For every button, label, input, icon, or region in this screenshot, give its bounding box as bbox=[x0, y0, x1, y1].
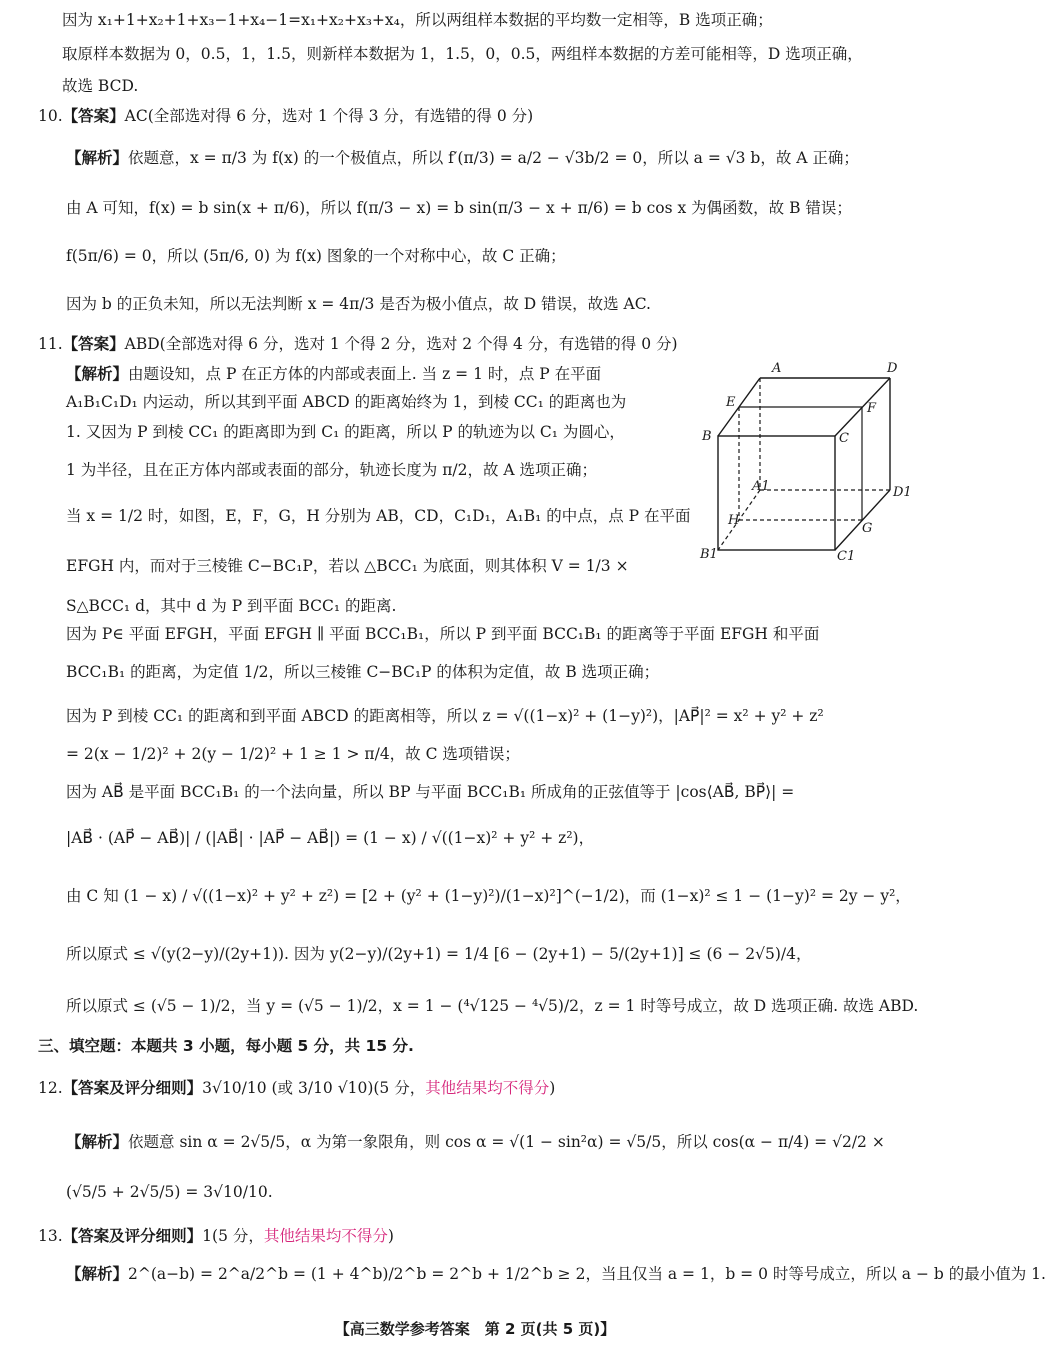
section-heading-fill-blank: 三、填空题：本题共 3 小题，每小题 5 分，共 15 分. bbox=[38, 1037, 414, 1055]
q10-answer-tag: 【答案】 bbox=[62, 107, 125, 125]
q11-analysis-4: 1 为半径，且在正方体内部或表面的部分，轨迹长度为 π/2，故 A 选项正确； bbox=[66, 461, 598, 479]
q11-answer bbox=[38, 334, 910, 354]
q11-analysis-11: = 2(x − 1/2)² + 2(y − 1/2)² + 1 ≥ 1 > π/4，故 C 选项错误； bbox=[66, 745, 520, 763]
line-q9-mean: 因为 x₁+1+x₂+1+x₃−1+x₄−1=x₁+x₂+x₃+x₄，所以两组样本数据的平均数一定相等，B 选项正确； bbox=[62, 11, 773, 29]
label-B1: B1 bbox=[700, 547, 718, 562]
label-A1: A1 bbox=[752, 479, 770, 494]
q12-analysis-text: 依题意 sin α = 2√5/5，α 为第一象限角，则 cos α = √(1 − sin²α) = √5/5，所以 cos(α − π/4) = √2/2 × bbox=[128, 1133, 885, 1151]
q12-answer-tag: 【答案及评分细则】 bbox=[62, 1079, 203, 1097]
q11-answer-tag: 【答案】 bbox=[62, 335, 125, 353]
q13-answer-text: 1(5 分， bbox=[202, 1227, 264, 1245]
q11-analysis-12: 因为 AB⃗ 是平面 BCC₁B₁ 的一个法向量，所以 BP 与平面 BCC₁B₁ 所成角的正弦值等于 |cos⟨AB⃗, BP⃗⟩| = bbox=[66, 783, 795, 801]
q10-answer-text: AC(全部选对得 6 分，选对 1 个得 3 分，有选错的得 0 分) bbox=[124, 107, 534, 125]
q11-analysis-text: 由题设知，点 P 在正方体的内部或表面上. 当 z = 1 时，点 P 在平面 bbox=[128, 365, 602, 383]
q10-analysis-3: f(5π/6) = 0，所以 (5π/6, 0) 为 f(x) 图象的一个对称中心，故 C 正确； bbox=[66, 247, 566, 265]
q10-answer bbox=[38, 106, 910, 126]
cube-figure bbox=[700, 360, 915, 570]
q13-analysis-1 bbox=[66, 1264, 1046, 1284]
q10-analysis-4: 因为 b 的正负未知，所以无法判断 x = 4π/3 是否为极小值点，故 D 错误，故选 AC. bbox=[66, 295, 651, 313]
q13-analysis-tag: 【解析】 bbox=[66, 1265, 129, 1283]
q11-analysis-5: 当 x = 1/2 时，如图，E，F，G，H 分别为 AB，CD，C₁D₁，A₁B₁ 的中点，点 P 在平面 bbox=[66, 507, 691, 525]
label-C: C bbox=[839, 431, 849, 446]
label-G: G bbox=[862, 521, 873, 536]
q13-answer bbox=[38, 1226, 910, 1246]
q13-answer-tag: 【答案及评分细则】 bbox=[62, 1227, 203, 1245]
q12-number: 12. bbox=[38, 1079, 63, 1097]
q11-analysis-9: BCC₁B₁ 的距离，为定值 1/2，所以三棱锥 C−BC₁P 的体积为定值，故 B 选项正确； bbox=[66, 663, 660, 681]
label-B: B bbox=[702, 429, 712, 444]
q11-analysis-14: 由 C 知 (1 − x) / √((1−x)² + y² + z²) = [2 + (y² + (1−y)²)/(1−x)²]^(−1/2)，而 (1−x)² ≤ 1 − (1−y)² = 2y − y²， bbox=[66, 887, 911, 905]
label-C1: C1 bbox=[837, 549, 856, 564]
q11-number: 11. bbox=[38, 335, 63, 353]
q12-analysis-2: (√5/5 + 2√5/5) = 3√10/10. bbox=[66, 1183, 273, 1201]
q11-analysis-6: EFGH 内，而对于三棱锥 C−BC₁P，若以 △BCC₁ 为底面，则其体积 V = 1/3 × bbox=[66, 557, 629, 575]
q12-analysis-1 bbox=[66, 1132, 910, 1152]
q10-analysis-tag: 【解析】 bbox=[66, 149, 129, 167]
q10-analysis-text: 依题意，x = π/3 为 f(x) 的一个极值点，所以 f′(π/3) = a/2 − √3b/2 = 0，所以 a = √3 b，故 A 正确； bbox=[128, 149, 859, 167]
q11-analysis-7: S△BCC₁ d，其中 d 为 P 到平面 BCC₁ 的距离. bbox=[66, 597, 397, 615]
line-q9-choice: 故选 BCD. bbox=[62, 77, 139, 95]
label-D1: D1 bbox=[893, 485, 912, 500]
face-BCC1B1 bbox=[718, 436, 835, 550]
q13-answer-end: ) bbox=[387, 1227, 394, 1245]
q11-analysis-10: 因为 P 到棱 CC₁ 的距离和到平面 ABCD 的距离相等，所以 z = √((1−x)² + (1−y)²)，|AP⃗|² = x² + y² + z² bbox=[66, 707, 824, 725]
label-A: A bbox=[772, 361, 782, 376]
q12-scoring-note: 其他结果均不得分 bbox=[425, 1079, 550, 1097]
q13-analysis-text: 2^(a−b) = 2^a/2^b = (1 + 4^b)/2^b = 2^b + 1/2^b ≥ 2，当且仅当 a = 1，b = 0 时等号成立，所以 a − b 的最小值为 1. bbox=[128, 1265, 1046, 1283]
q11-answer-text: ABD(全部选对得 6 分，选对 1 个得 2 分，选对 2 个得 4 分，有选错的得 0 分) bbox=[124, 335, 678, 353]
label-E: E bbox=[726, 395, 736, 410]
page-footer: 【高三数学参考答案 第 2 页(共 5 页)】 bbox=[334, 1320, 616, 1338]
q10-number: 10. bbox=[38, 107, 63, 125]
q10-analysis-2: 由 A 可知，f(x) = b sin(x + π/6)，所以 f(π/3 − x) = b sin(π/3 − x + π/6) = b cos x 为偶函数，故 B 错误； bbox=[66, 199, 852, 217]
q12-analysis-tag: 【解析】 bbox=[66, 1133, 129, 1151]
q11-analysis-15: 所以原式 ≤ √(y(2−y)/(2y+1)). 因为 y(2−y)/(2y+1) = 1/4 [6 − (2y+1) − 5/(2y+1)] ≤ (6 − 2√5)/4， bbox=[66, 945, 812, 963]
label-F: F bbox=[867, 401, 877, 416]
q13-scoring-note: 其他结果均不得分 bbox=[263, 1227, 388, 1245]
q12-answer-text: 3√10/10 (或 3/10 √10)(5 分， bbox=[202, 1079, 426, 1097]
q11-analysis-3: 1. 又因为 P 到棱 CC₁ 的距离即为到 C₁ 的距离，所以 P 的轨迹为以 C₁ 为圆心， bbox=[66, 423, 625, 441]
q11-analysis-2: A₁B₁C₁D₁ 内运动，所以其到平面 ABCD 的距离始终为 1，到棱 CC₁ 的距离也为 bbox=[66, 393, 627, 411]
line-q9-variance: 取原样本数据为 0，0.5，1，1.5，则新样本数据为 1，1.5，0，0.5，两组样本数据的方差可能相等，D 选项正确， bbox=[62, 45, 863, 63]
q11-analysis-16: 所以原式 ≤ (√5 − 1)/2，当 y = (√5 − 1)/2，x = 1 − (⁴√125 − ⁴√5)/2，z = 1 时等号成立，故 D 选项正确. 故选 ABD. bbox=[66, 997, 919, 1015]
label-H: H bbox=[728, 513, 740, 528]
q11-analysis-13: |AB⃗ · (AP⃗ − AB⃗)| / (|AB⃗| · |AP⃗ − AB⃗|) = (1 − x) / √((1−x)² + y² + z²)， bbox=[66, 829, 595, 847]
q10-analysis-1 bbox=[66, 148, 910, 168]
q11-analysis-8: 因为 P∈ 平面 EFGH，平面 EFGH ∥ 平面 BCC₁B₁，所以 P 到平面 BCC₁B₁ 的距离等于平面 EFGH 和平面 bbox=[66, 625, 820, 643]
q12-answer-end: ) bbox=[549, 1079, 556, 1097]
label-D: D bbox=[887, 361, 898, 376]
q11-analysis-tag: 【解析】 bbox=[66, 365, 129, 383]
q13-number: 13. bbox=[38, 1227, 63, 1245]
q12-answer bbox=[38, 1078, 910, 1098]
